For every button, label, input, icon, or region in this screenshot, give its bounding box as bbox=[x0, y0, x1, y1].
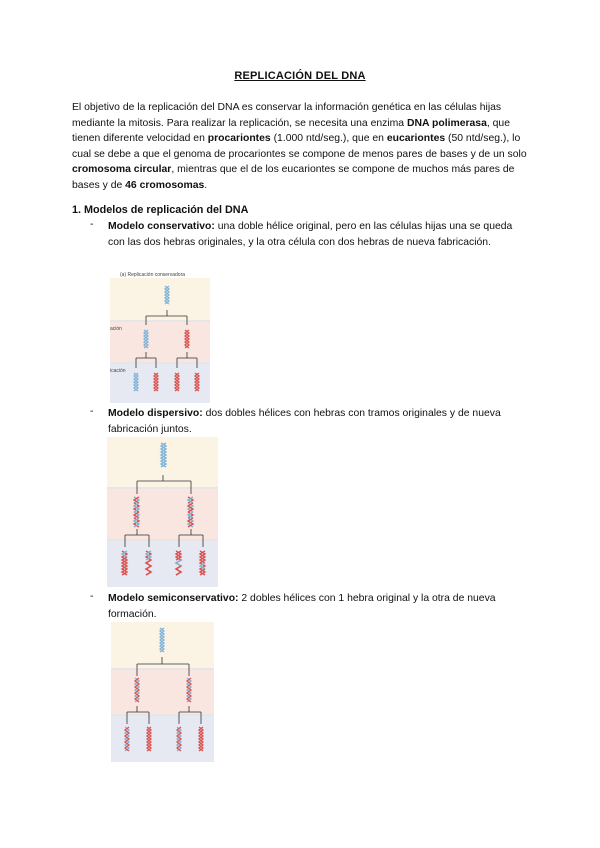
bullet-dash: - bbox=[90, 591, 94, 602]
row-label: ación bbox=[110, 326, 122, 332]
page-title: REPLICACIÓN DEL DNA bbox=[234, 70, 366, 82]
bullet-dash: - bbox=[90, 219, 94, 230]
intro-paragraph: El objetivo de la replicación del DNA es conservar la información genética en las células hijas mediante la mitosis. Para realizar la replicación, se necesita una enzima DNA polimerasa, que tienen diferente velocidad en procariontes (1.000 ntd/seg.), que en eucariontes (50 ntd/seg.), lo cual se debe a que el genoma de procariontes se compone de menos pares de bases y de un solo cromosoma circular, mientras que el de los eucariontes se compone de muchos más pares de bases y de 46 cromosomas. bbox=[72, 102, 527, 191]
figure-semiconservative bbox=[111, 622, 215, 762]
row-label: icación bbox=[110, 368, 126, 374]
figure-dispersive bbox=[107, 437, 219, 587]
bullet-dash: - bbox=[90, 406, 94, 417]
bullet-conservativo: Modelo conservativo: una doble hélice original, pero en las células hijas una se queda con las dos hebras originales, y la otra célula con dos hebras de nueva fabricación. bbox=[108, 221, 513, 248]
figure-caption: (a) Replicación conservadora bbox=[120, 272, 186, 278]
section-heading: 1. Modelos de replicación del DNA bbox=[72, 204, 249, 216]
bullet-semiconservativo: Modelo semiconservativo: 2 dobles hélices con 1 hebra original y la otra de nueva formación. bbox=[108, 593, 496, 620]
bullet-dispersivo: Modelo dispersivo: dos dobles hélices con hebras con tramos originales y de nueva fabricación juntos. bbox=[108, 408, 501, 435]
figure-conservative bbox=[110, 270, 212, 403]
